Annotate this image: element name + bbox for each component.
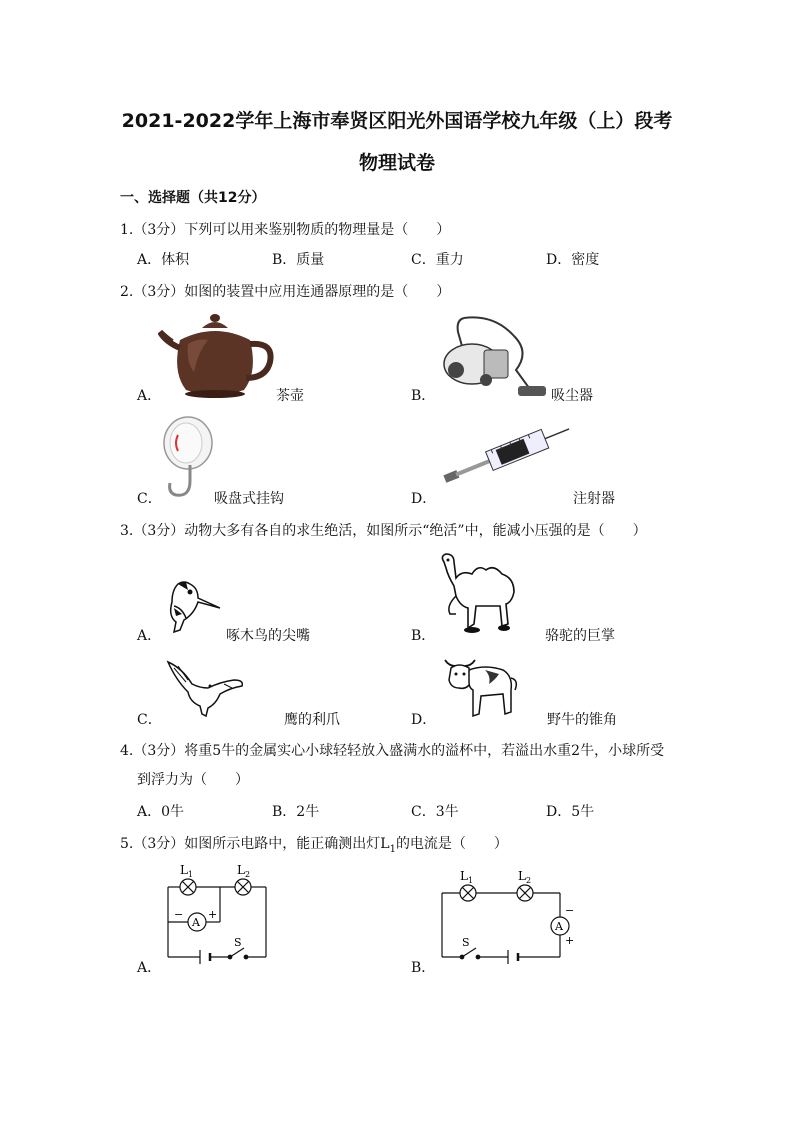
question-2-caption-a: 茶壶: [276, 388, 304, 404]
question-2-option-b[interactable]: B．: [411, 388, 436, 404]
circuit-a-plus-label: +: [208, 908, 218, 921]
question-2-caption-d: 注射器: [573, 491, 615, 507]
circuit-b-minus-label: −: [565, 904, 575, 917]
circuit-a-lamp1-label: $L_1$: [180, 863, 194, 879]
question-2-stem: 2.（3分）如图的装置中应用连通器原理的是（ ）: [120, 284, 451, 300]
paper-title-line2: 物理试卷: [358, 152, 435, 174]
circuit-a-lamp2-label: $L_2$: [237, 863, 251, 879]
question-4-option-d[interactable]: D．5牛: [546, 804, 595, 820]
syringe-image: [438, 414, 576, 494]
circuit-diagram-b: [432, 860, 582, 964]
section-heading: 一、选择题（共12分）: [120, 190, 266, 206]
teapot-image: [158, 312, 276, 404]
question-3-option-c[interactable]: C．: [137, 712, 162, 728]
circuit-a-ammeter-label: A: [192, 916, 200, 929]
question-1-option-b[interactable]: B．质量: [272, 252, 325, 268]
question-1-option-a[interactable]: A．体积: [137, 252, 190, 268]
circuit-b-lamp2-label: $L_2$: [518, 869, 532, 885]
bull-image: [441, 654, 521, 720]
circuit-a-minus-label: −: [174, 908, 184, 921]
question-1-option-c[interactable]: C．重力: [411, 252, 464, 268]
question-3-option-b[interactable]: B．: [411, 628, 436, 644]
question-3-caption-a: 啄木鸟的尖嘴: [226, 628, 310, 644]
question-3-caption-d: 野牛的锥角: [547, 712, 617, 728]
circuit-b-plus-label: +: [565, 934, 575, 947]
question-4-option-b[interactable]: B．2牛: [272, 804, 320, 820]
circuit-b-ammeter-label: A: [555, 920, 563, 933]
circuit-diagram-a: [158, 860, 276, 964]
circuit-a-switch-label: S: [234, 936, 242, 949]
question-3-option-a[interactable]: A．: [137, 628, 162, 644]
question-2-option-a[interactable]: A．: [137, 388, 162, 404]
question-3-option-d[interactable]: D．: [411, 712, 437, 728]
question-5-option-a[interactable]: A．: [137, 960, 162, 976]
question-2-option-d[interactable]: D．: [411, 491, 437, 507]
question-4-stem-line1: 4.（3分）将重5牛的金属实心小球轻轻放入盛满水的溢杯中，若溢出水重2牛，小球所受: [120, 743, 665, 759]
question-4-stem-line2: 到浮力为（ ）: [137, 772, 249, 788]
question-4-option-a[interactable]: A．0牛: [137, 804, 185, 820]
woodpecker-image: [164, 578, 224, 636]
question-2-caption-b: 吸尘器: [551, 388, 593, 404]
question-3-caption-c: 鹰的利爪: [284, 712, 340, 728]
vacuum-cleaner-image: [434, 312, 552, 404]
question-3-caption-b: 骆驼的巨掌: [545, 628, 615, 644]
question-5-stem: 5.（3分）如图所示电路中，能正确测出灯$L_1$的电流是（ ）: [120, 836, 508, 855]
question-2-caption-c: 吸盘式挂钩: [214, 491, 284, 507]
question-5-option-b[interactable]: B．: [411, 960, 436, 976]
question-1-option-d[interactable]: D．密度: [546, 252, 600, 268]
circuit-b-lamp1-label: $L_1$: [460, 869, 474, 885]
question-1-stem: 1.（3分）下列可以用来鉴别物质的物理量是（ ）: [120, 222, 451, 238]
camel-image: [436, 552, 522, 634]
question-3-stem: 3.（3分）动物大多有各自的求生绝活，如图所示“绝活”中，能减小压强的是（ ）: [120, 523, 647, 539]
question-4-option-c[interactable]: C．3牛: [411, 804, 459, 820]
eagle-image: [164, 658, 246, 718]
circuit-b-switch-label: S: [462, 936, 470, 949]
question-2-option-c[interactable]: C．: [137, 491, 162, 507]
paper-title-line1: 2021-2022学年上海市奉贤区阳光外国语学校九年级（上）段考: [121, 110, 673, 132]
